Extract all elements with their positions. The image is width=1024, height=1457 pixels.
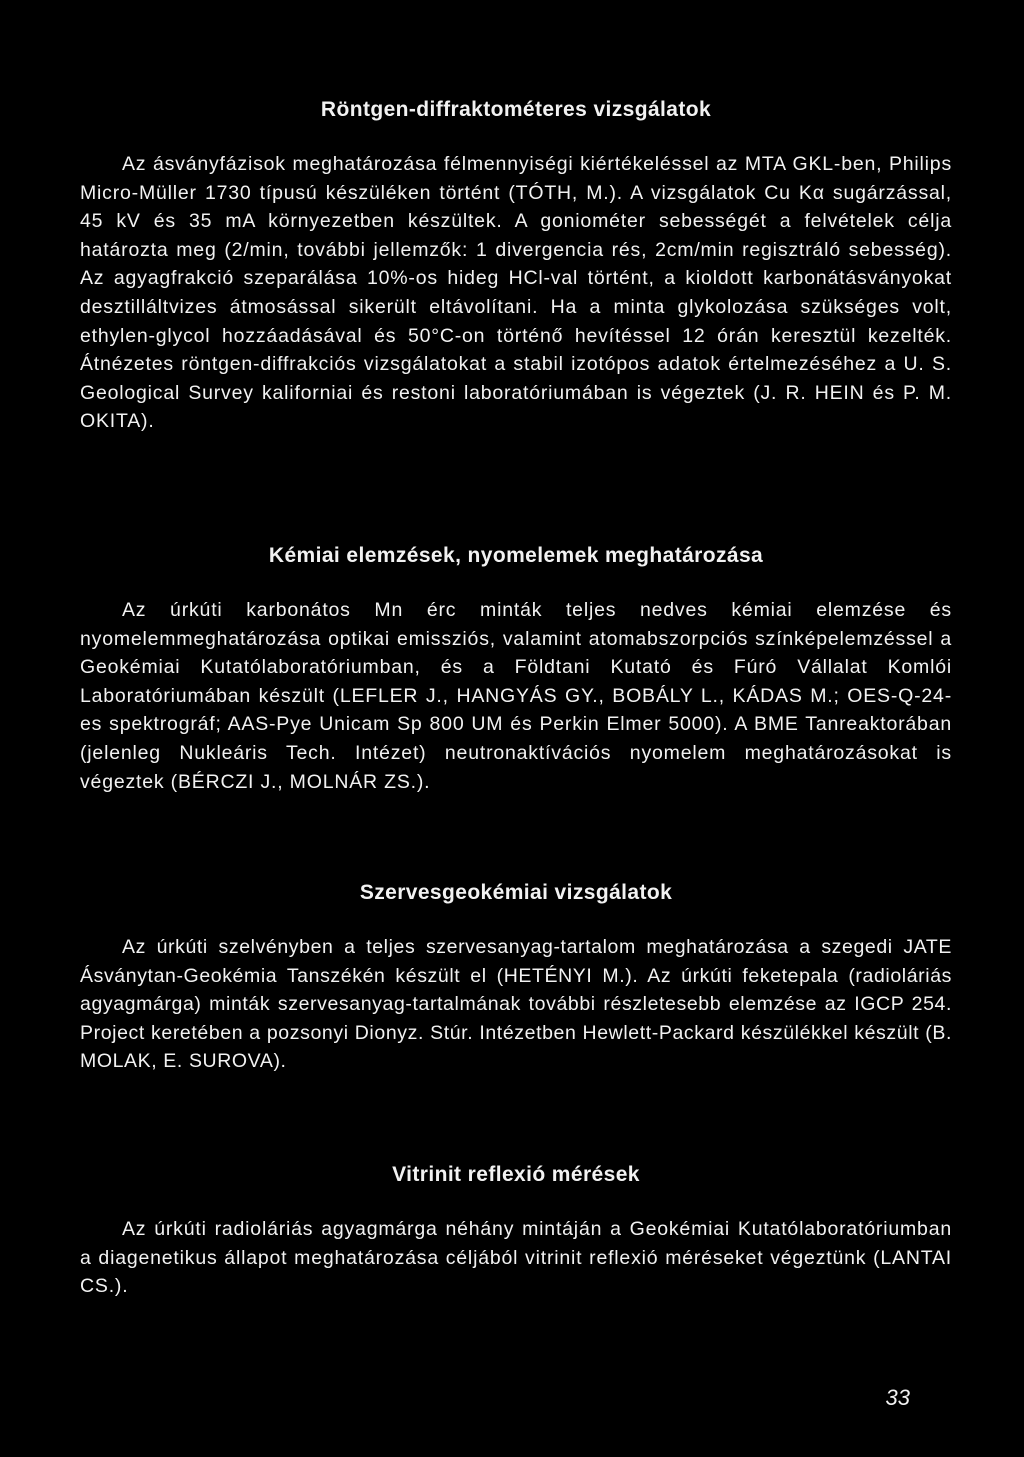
section-heading: Röntgen-diffraktométeres vizsgálatok — [320, 98, 712, 121]
section-heading: Szervesgeokémiai vizsgálatok — [359, 881, 673, 904]
section-heading: Kémiai elemzések, nyomelemek meghatározása — [268, 544, 764, 567]
section-heading: Vitrinit reflexió mérések — [392, 1163, 640, 1186]
section-organic-geochemistry — [80, 880, 952, 1076]
section-vitrinite-reflectance — [80, 1162, 952, 1301]
page-number: 33 — [885, 1385, 910, 1410]
section-chemical-analysis — [80, 543, 952, 796]
section-paragraph: Az ásványfázisok meghatározása félmennyiségi kiértékeléssel az MTA GKL-ben, Philips Micro-Müller 1730 típusú készüléken történt (TÓTH, M.). A vizsgálatok Cu Kα sugárzással, 45 kV és 35 mA környezetben készültek. A goniométer sebességét a felvételek célja határozta meg (2/min, további jellemzők: 1 divergencia rés, 2cm/min regisztráló sebesség). Az agyagfrakció szeparálása 10%-os hideg HCl-val történt, a kioldott karbonátásványokat desztilláltvizes átmosással sikerült eltávolítani. Ha a minta glykolozása szükséges volt, ethylen-glycol hozzáadásával és 50°C-on történő hevítéssel 12 órán keresztül kezelték. Átnézetes röntgen-diffrakciós vizsgálatokat a stabil izotópos adatok értelmezéséhez a U. S. Geological Survey kaliforniai és restoni laboratóriumában is végeztek (J. R. HEIN és P. M. OKITA). — [80, 153, 952, 433]
section-x-ray-diffraction — [80, 97, 952, 436]
section-paragraph: Az úrkúti karbonátos Mn érc minták teljes nedves kémiai elemzése és nyomelemmeghatározása optikai emissziós, valamint atomabszorpciós színképelemzéssel a Geokémiai Kutatólaboratóriumban, és a Földtani Kutató és Fúró Vállalat Komlói Laboratóriumában készült (LEFLER J., HANGYÁS GY., BOBÁLY L., KÁDAS M.; OES-Q-24-es spektrográf; AAS-Pye Unicam Sp 800 UM és Perkin Elmer 5000). A BME Tanreaktorában (jelenleg Nukleáris Tech. Intézet) neutronaktívációs nyomelem meghatározásokat is végeztek (BÉRCZI J., MOLNÁR ZS.). — [80, 599, 952, 793]
section-paragraph: Az úrkúti radioláriás agyagmárga néhány mintáján a Geokémiai Kutatólaboratóriumban a diagenetikus állapot meghatározása céljából vitrinit reflexió méréseket végeztünk (LANTAI CS.). — [80, 1218, 952, 1298]
section-paragraph: Az úrkúti szelvényben a teljes szervesanyag-tartalom meghatározása a szegedi JATE Ásványtan-Geokémia Tanszékén készült el (HETÉNYI M.). Az úrkúti feketepala (radioláriás agyagmárga) minták szervesanyag-tartalmának további részletesebb elemzése az IGCP 254. Project keretében a pozsonyi Dionyz. Stúr. Intézetben Hewlett-Packard készülékkel készült (B. MOLAK, E. SUROVA). — [80, 936, 952, 1073]
